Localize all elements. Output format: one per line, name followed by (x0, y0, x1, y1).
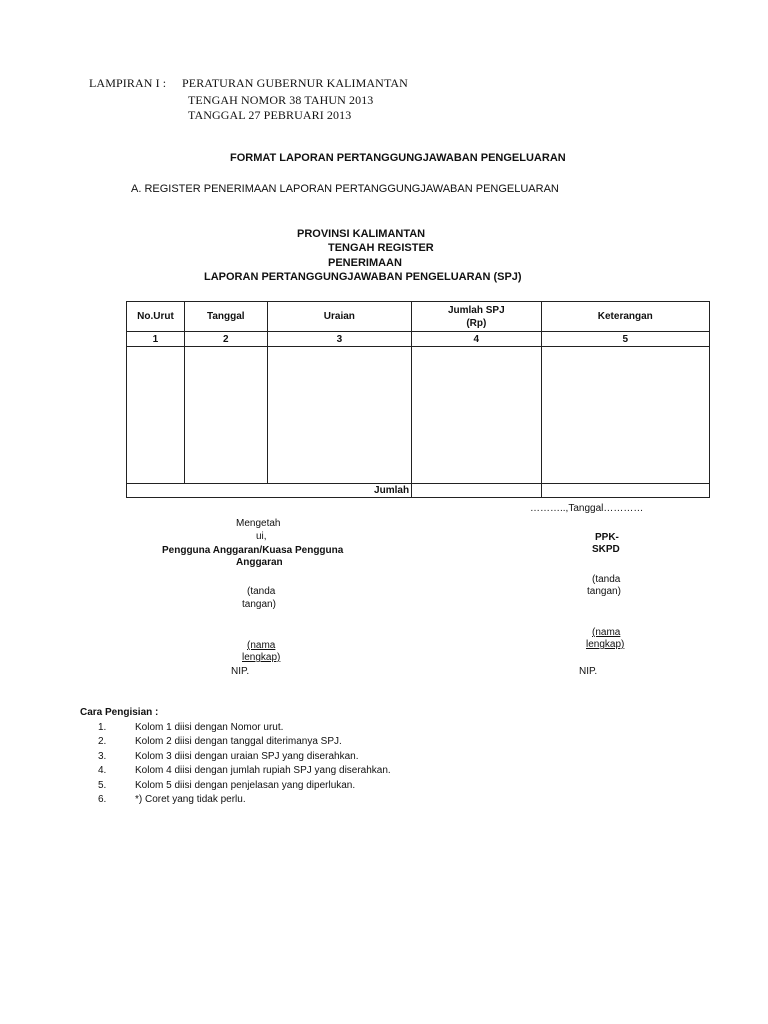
total-notes-cell (541, 484, 709, 498)
right-role-line-2: SKPD (592, 544, 620, 555)
body-cell-4 (412, 347, 542, 484)
left-nip: NIP. (231, 666, 250, 677)
body-cell-3 (267, 347, 411, 484)
date-line: ………..,Tanggal………… (530, 503, 644, 514)
left-signature-line-2: tangan) (242, 599, 276, 610)
right-signature-line-1: (tanda (592, 574, 621, 585)
section-a-heading: A. REGISTER PENERIMAAN LAPORAN PERTANGGUNGJAWABAN PENGELUARAN (131, 183, 559, 195)
left-name-line-2: lengkap) (242, 652, 281, 663)
header-line-1: PERATURAN GUBERNUR KALIMANTAN (182, 76, 408, 90)
register-title-line-4: LAPORAN PERTANGGUNGJAWABAN PENGELUARAN (SPJ) (204, 271, 522, 283)
table-total-row (127, 484, 710, 498)
header-line-2: TENGAH NOMOR 38 TAHUN 2013 (188, 93, 374, 107)
document-title: FORMAT LAPORAN PERTANGGUNGJAWABAN PENGELUARAN (230, 152, 566, 164)
header-line-3: TANGGAL 27 PEBRUARI 2013 (188, 108, 352, 122)
header-keterangan: Keterangan (541, 302, 709, 332)
column-number-1: 1 (127, 332, 185, 347)
register-table (126, 301, 710, 498)
list-item: 1. Kolom 1 diisi dengan Nomor urut. (98, 722, 284, 733)
lampiran-label: LAMPIRAN I : (89, 76, 167, 90)
header-jumlah-spj (412, 302, 542, 332)
left-signature-line-1: (tanda (247, 586, 276, 597)
list-item: 3. Kolom 3 diisi dengan uraian SPJ yang diserahkan. (98, 750, 359, 762)
header-jumlah-spj-label: Jumlah SPJ (447, 304, 505, 316)
left-know-line-2: ui, (256, 531, 267, 542)
header-no-urut: No.Urut (127, 302, 185, 332)
right-nip: NIP. (579, 666, 598, 677)
table-body-row (127, 347, 710, 484)
right-role-line-1: PPK- (595, 532, 619, 543)
register-title-line-3: PENERIMAAN (328, 257, 402, 269)
left-role-line-1: Pengguna Anggaran/Kuasa Pengguna (162, 545, 344, 556)
header-uraian: Uraian (267, 302, 411, 332)
header-tanggal: Tanggal (184, 302, 267, 332)
register-title-line-2: TENGAH REGISTER (328, 242, 434, 254)
header-jumlah-spj-unit: (Rp) (466, 317, 487, 329)
left-role-line-2: Anggaran (236, 557, 283, 568)
right-name-line-2: lengkap) (586, 639, 625, 650)
list-item: 2. Kolom 2 diisi dengan tanggal diterimanya SPJ. (98, 736, 342, 748)
body-cell-1 (127, 347, 185, 484)
column-number-3: 3 (267, 332, 411, 347)
total-label: Jumlah (127, 484, 412, 498)
list-item: 5. Kolom 5 diisi dengan penjelasan yang diperlukan. (98, 779, 356, 791)
right-name-line-1: (nama (592, 627, 621, 638)
body-cell-5 (541, 347, 709, 484)
column-number-2: 2 (184, 332, 267, 347)
total-amount-cell (412, 484, 542, 498)
column-number-5: 5 (541, 332, 709, 347)
column-number-row (127, 332, 710, 347)
instructions-list (98, 721, 391, 807)
left-name-line-1: (nama (247, 640, 276, 651)
column-number-4: 4 (412, 332, 542, 347)
list-item: 6. *) Coret yang tidak perlu. (98, 794, 246, 806)
left-know-line-1: Mengetah (236, 518, 281, 529)
register-title-line-1: PROVINSI KALIMANTAN (297, 228, 426, 240)
instructions-title: Cara Pengisian : (80, 707, 159, 718)
right-signature-line-2: tangan) (587, 586, 621, 597)
body-cell-2 (184, 347, 267, 484)
list-item: 4. Kolom 4 diisi dengan jumlah rupiah SPJ yang diserahkan. (98, 765, 391, 777)
table-header-row (127, 302, 710, 332)
